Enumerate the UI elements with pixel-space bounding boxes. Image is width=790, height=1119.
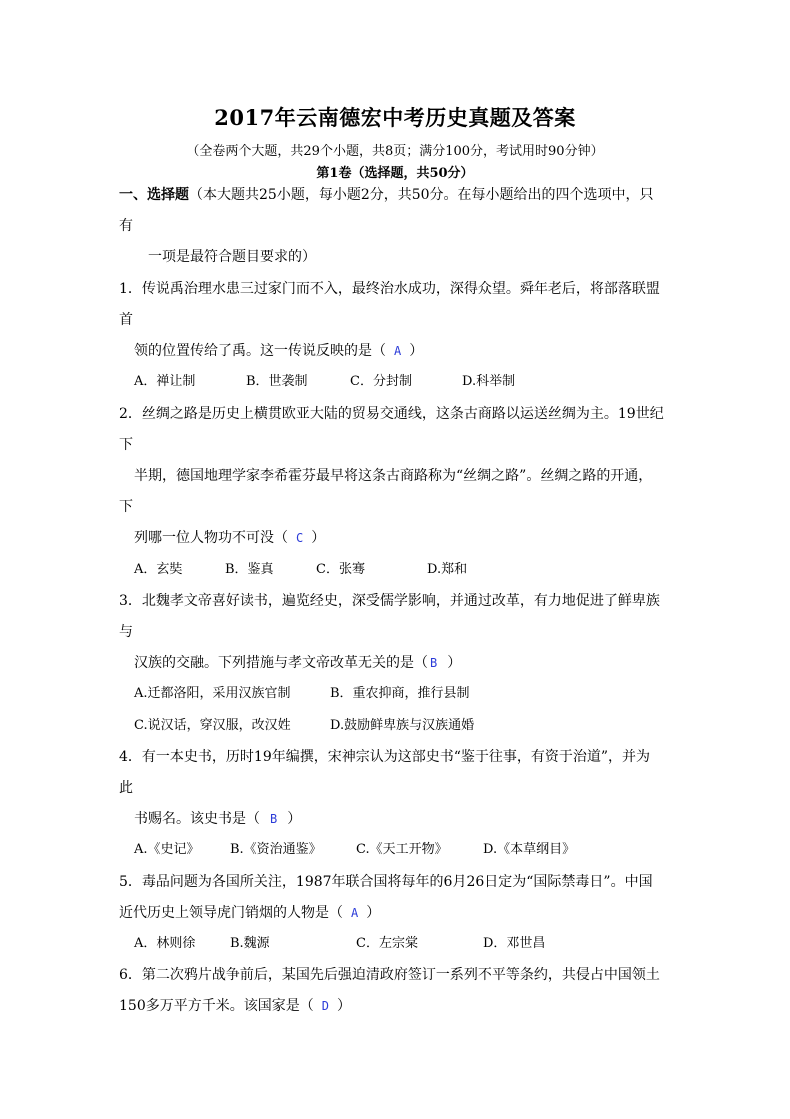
option-a: A．玄奘 <box>134 562 183 577</box>
option-c: C．张骞 <box>316 562 365 577</box>
option-c: C．分封制 <box>350 374 412 389</box>
question-6-text: 6．第二次鸦片战争前后，某国先后强迫清政府签订一系列不平等条约，共侵占中国领土 <box>119 967 660 983</box>
answer-key: B <box>430 656 438 670</box>
option-c: C.《天工开物》 <box>356 842 448 857</box>
question-2-text: 下 <box>119 499 133 515</box>
option-b: B．世袭制 <box>246 374 308 389</box>
answer-key: B <box>270 812 278 826</box>
part-heading: 第1卷（选择题，共50分） <box>316 166 474 181</box>
section-desc: （本大题共25小题，每小题2分，共50分。在每小题给出的四个选项中，只 <box>189 187 654 203</box>
option-d: D.鼓励鲜卑族与汉族通婚 <box>330 718 475 733</box>
question-4-text: 4．有一本史书，历时19年编撰，宋神宗认为这部史书“鉴于往事，有资于治道”，并为 <box>119 749 651 765</box>
option-d: D.科举制 <box>462 374 516 389</box>
answer-key: C <box>296 531 304 545</box>
question-1-text: 1．传说禹治理水患三过家门而不入，最终治水成功，深得众望。舜年老后，将部落联盟 <box>119 281 660 297</box>
section-desc-wrap: 有 <box>119 218 133 234</box>
document-title: 2017年云南德宏中考历史真题及答案 <box>214 105 576 130</box>
question-1-prompt: 领的位置传给了禹。这一传说反映的是（ A ） <box>134 343 424 359</box>
option-a: A.迁都洛阳，采用汉族官制 <box>134 686 291 701</box>
question-5-prompt: 近代历史上领导虎门销烟的人物是（ A ） <box>119 905 381 921</box>
question-2-text: 2．丝绸之路是历史上横贯欧亚大陆的贸易交通线，这条古商路以运送丝绸为主。19世纪 <box>119 406 664 422</box>
question-4-text: 此 <box>119 780 133 796</box>
question-2-text: 半期，德国地理学家李希霍芬最早将这条古商路称为“丝绸之路”。丝绸之路的开通， <box>134 468 653 484</box>
exam-info: （全卷两个大题，共29个小题，共8页；满分100分，考试用时90分钟） <box>186 144 604 159</box>
question-5-text: 5．毒品问题为各国所关注，1987年联合国将每年的6月26日定为“国际禁毒日”。中国 <box>119 874 653 890</box>
option-c: C.说汉话，穿汉服，改汉姓 <box>134 718 291 733</box>
section-intro <box>119 185 654 205</box>
answer-key: A <box>351 906 359 920</box>
option-a: A.《史记》 <box>134 842 200 857</box>
option-b: B．鉴真 <box>225 562 274 577</box>
option-b: B．重农抑商，推行县制 <box>330 686 470 701</box>
question-3-prompt: 汉族的交融。下列措施与孝文帝改革无关的是（ B ） <box>134 655 462 671</box>
option-c: C．左宗棠 <box>356 936 418 951</box>
answer-key: D <box>321 999 329 1013</box>
option-b: B.《资治通鉴》 <box>230 842 322 857</box>
question-4-prompt: 书赐名。该史书是（ B ） <box>134 811 302 827</box>
option-b: B.魏源 <box>230 936 270 951</box>
option-d: D．邓世昌 <box>483 936 546 951</box>
question-3-text: 与 <box>119 624 133 640</box>
answer-key: A <box>394 344 402 358</box>
option-a: A．禅让制 <box>134 374 196 389</box>
question-1-text: 首 <box>119 312 133 328</box>
question-2-prompt: 列哪一位人物功不可没（ C ） <box>134 530 326 546</box>
question-2-text: 下 <box>119 437 133 453</box>
question-3-text: 3．北魏孝文帝喜好读书，遍览经史，深受儒学影响，并通过改革，有力地促进了鲜卑族 <box>119 593 660 609</box>
option-d: D.郑和 <box>427 562 468 577</box>
question-6-prompt: 150多万平方千米。该国家是（ D ） <box>119 998 351 1014</box>
option-a: A．林则徐 <box>134 936 196 951</box>
section-desc-cont: 一项是最符合题目要求的） <box>148 249 316 265</box>
option-d: D.《本草纲目》 <box>483 842 576 857</box>
section-label: 一、选择题 <box>119 187 189 203</box>
